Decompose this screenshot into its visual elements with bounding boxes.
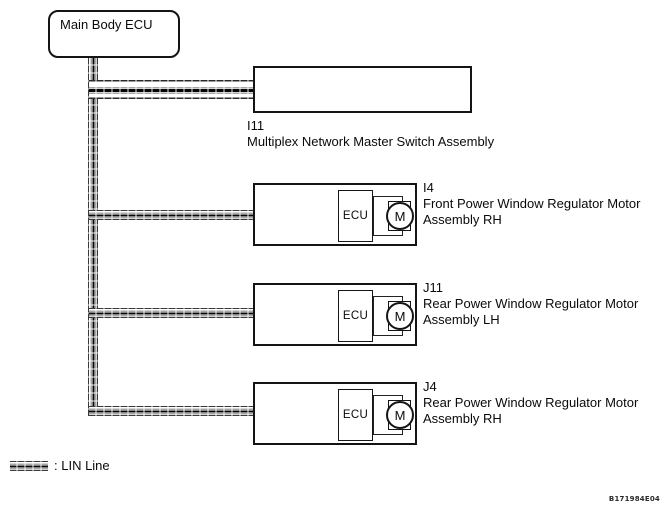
node-code-j11: J11	[423, 280, 443, 295]
lin-branch-line-j4	[89, 406, 255, 416]
ecu-box-j11: ECU	[338, 290, 373, 342]
motor-icon: M	[386, 202, 414, 230]
node-name-i11: Multiplex Network Master Switch Assembly	[247, 134, 495, 149]
lin-branch-line-i11	[89, 80, 255, 99]
lin-line-sample-icon	[10, 461, 48, 471]
motor-icon: M	[386, 401, 414, 429]
node-label-j11	[423, 280, 638, 328]
node-code-j4: J4	[423, 379, 437, 394]
node-box-j11	[253, 283, 417, 346]
node-code-i11: I11	[247, 118, 265, 133]
node-code-i4: I4	[423, 180, 434, 195]
node-name-line1-j4: Rear Power Window Regulator Motor	[423, 395, 639, 410]
motor-icon: M	[386, 302, 414, 330]
main-body-ecu-label: Main Body ECU	[60, 17, 153, 32]
lin-branch-line-i4	[89, 210, 255, 220]
node-label-j4	[423, 379, 638, 427]
node-label-i4	[423, 180, 640, 228]
node-box-j4	[253, 382, 417, 445]
node-name-line1-i4: Front Power Window Regulator Motor	[423, 196, 641, 211]
node-name-line2-j4: Assembly RH	[423, 411, 502, 426]
node-name-line2-i4: Assembly RH	[423, 212, 502, 227]
ecu-box-j4: ECU	[338, 389, 373, 441]
node-label-i11	[247, 118, 494, 150]
lin-branch-line-j11	[89, 308, 255, 318]
lin-trunk-line	[88, 58, 98, 416]
node-name-line1-j11: Rear Power Window Regulator Motor	[423, 296, 639, 311]
figure-code: B171984E04	[608, 495, 660, 503]
ecu-box-i4: ECU	[338, 190, 373, 242]
node-box-i11	[253, 66, 472, 113]
node-name-line2-j11: Assembly LH	[423, 312, 500, 327]
node-box-i4	[253, 183, 417, 246]
legend-label: : LIN Line	[54, 458, 110, 473]
main-body-ecu-box	[48, 10, 180, 58]
